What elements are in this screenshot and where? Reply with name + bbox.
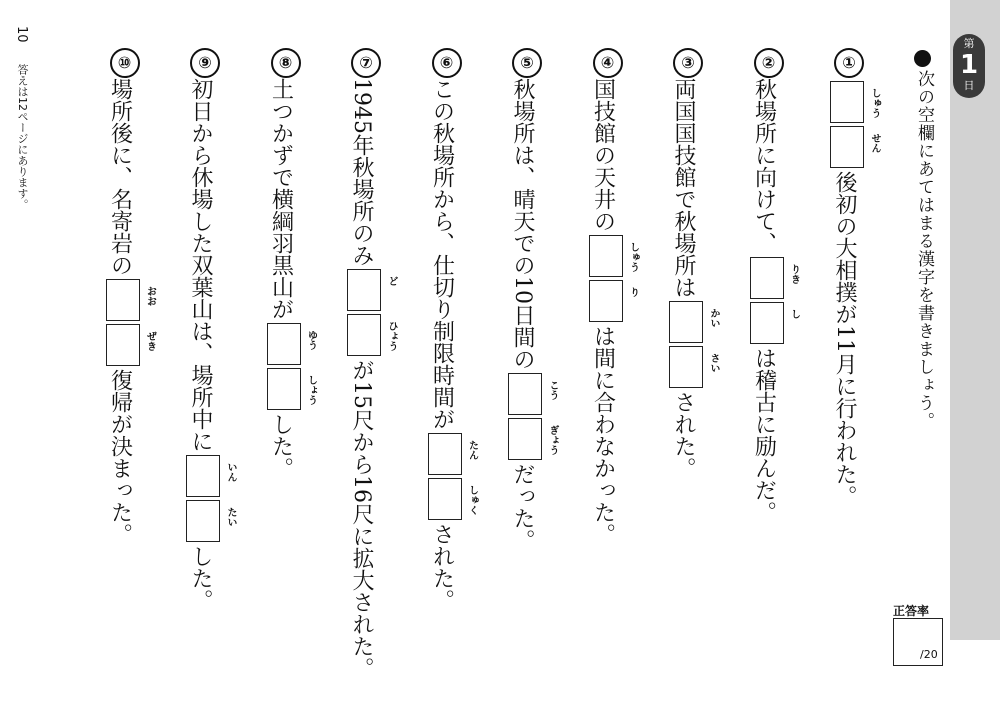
answer-box[interactable] (428, 433, 478, 475)
page-number: 10 (14, 26, 29, 43)
question-text-segment: 土つかずで横綱羽黒山が (268, 78, 294, 320)
answer-reading: ど (386, 276, 397, 286)
question-text (106, 78, 156, 545)
answer-box[interactable] (589, 235, 639, 277)
question-text (186, 78, 236, 611)
day-badge (953, 34, 985, 98)
answer-box[interactable] (750, 302, 800, 344)
question-text-segment: した。 (268, 413, 294, 479)
instruction-text: 次の空欄にあてはまる漢字を書きましょう。 (914, 70, 934, 430)
answer-box[interactable] (508, 418, 558, 460)
question-text-segment: が15尺から16尺に拡大された。 (349, 359, 374, 679)
bullet-icon (914, 50, 931, 67)
answer-box[interactable] (669, 346, 719, 388)
question-text-segment: された。 (671, 391, 696, 479)
day-badge-number: 1 (959, 50, 979, 80)
question-text-segment: は稽古に励んだ。 (751, 347, 777, 523)
question-text-segment: 国技館の天井の (590, 78, 616, 232)
question-text-segment: 初日から休場した双葉山は、場所中に (188, 78, 213, 452)
answer-reading: し (788, 309, 800, 319)
question-number: ⑩ (110, 48, 140, 78)
question-text-segment: 復帰が決まった。 (107, 369, 133, 545)
answer-box[interactable] (186, 500, 236, 542)
answer-reading: しゅう (869, 88, 880, 118)
question-number: ① (834, 48, 864, 78)
answer-reading: かい (708, 308, 719, 328)
question-text-segment: された。 (429, 523, 455, 611)
answer-reading: こう (547, 380, 558, 400)
answer-reading: しゅう (627, 242, 639, 272)
question-text-segment: は間に合わなかった。 (590, 325, 616, 545)
day-badge-prefix: 第 (963, 37, 975, 50)
answer-box[interactable] (669, 301, 719, 343)
answer-box[interactable] (267, 323, 317, 365)
question-text (347, 78, 397, 679)
answer-reading: りき (788, 264, 800, 284)
question-number: ③ (673, 48, 703, 78)
answer-box[interactable] (106, 279, 156, 321)
question-number: ⑨ (190, 48, 220, 78)
question-number: ⑧ (271, 48, 301, 78)
question-text-segment: 後初の大相撲が11月に行われた。 (832, 171, 857, 507)
answer-reading: ぎょう (547, 425, 558, 455)
day-badge-suffix: 日 (963, 79, 975, 92)
question-text-segment: した。 (188, 545, 213, 611)
answer-reading: しゅく (466, 485, 478, 515)
answer-reading: おお (144, 286, 156, 306)
question-text (750, 78, 800, 523)
question-text-segment: 秋場所に向けて、 (751, 78, 777, 254)
answer-box[interactable] (750, 257, 800, 299)
question-text (267, 78, 317, 479)
answer-box[interactable] (428, 478, 478, 520)
answer-reading: たん (466, 440, 478, 460)
answer-reading: り (627, 287, 639, 297)
question-text-segment: だった。 (510, 463, 535, 551)
answer-box[interactable] (186, 455, 236, 497)
question-text (830, 78, 880, 507)
question-text-segment: この秋場所から、仕切り制限時間が (429, 78, 455, 430)
question-number: ② (754, 48, 784, 78)
answer-box[interactable] (106, 324, 156, 366)
answer-box[interactable] (830, 126, 880, 168)
question-text-segment: 両国国技館で秋場所は (671, 78, 696, 298)
score-max: /20 (920, 648, 938, 661)
question-text-segment: 場所後に、名寄岩の (107, 78, 133, 276)
answer-reading: しょう (305, 375, 317, 405)
question-text (589, 78, 639, 545)
question-text (669, 78, 719, 479)
score-label: 正答率 (893, 604, 930, 618)
answer-box[interactable] (347, 314, 397, 356)
question-number: ⑥ (432, 48, 462, 78)
answer-box[interactable] (508, 373, 558, 415)
question-text-segment: 1945年秋場所のみ (349, 78, 374, 266)
answer-reading: ゆう (305, 330, 317, 350)
answer-box[interactable] (589, 280, 639, 322)
answer-reading: たい (225, 507, 236, 527)
question-number: ⑤ (512, 48, 542, 78)
question-text (508, 78, 558, 551)
answer-reading: ぜき (144, 331, 156, 351)
question-text (428, 78, 478, 611)
answer-reading: さい (708, 353, 719, 373)
question-number: ④ (593, 48, 623, 78)
question-number: ⑦ (351, 48, 381, 78)
question-text-segment: 秋場所は、晴天での10日間の (510, 78, 535, 370)
answer-box[interactable] (830, 81, 880, 123)
answer-box[interactable] (347, 269, 397, 311)
answer-reading: ひょう (386, 321, 397, 351)
answer-box[interactable] (267, 368, 317, 410)
answer-reading: せん (869, 133, 880, 153)
answer-reading: いん (225, 462, 236, 482)
answer-note: 答えは12ページにあります。 (16, 64, 29, 210)
